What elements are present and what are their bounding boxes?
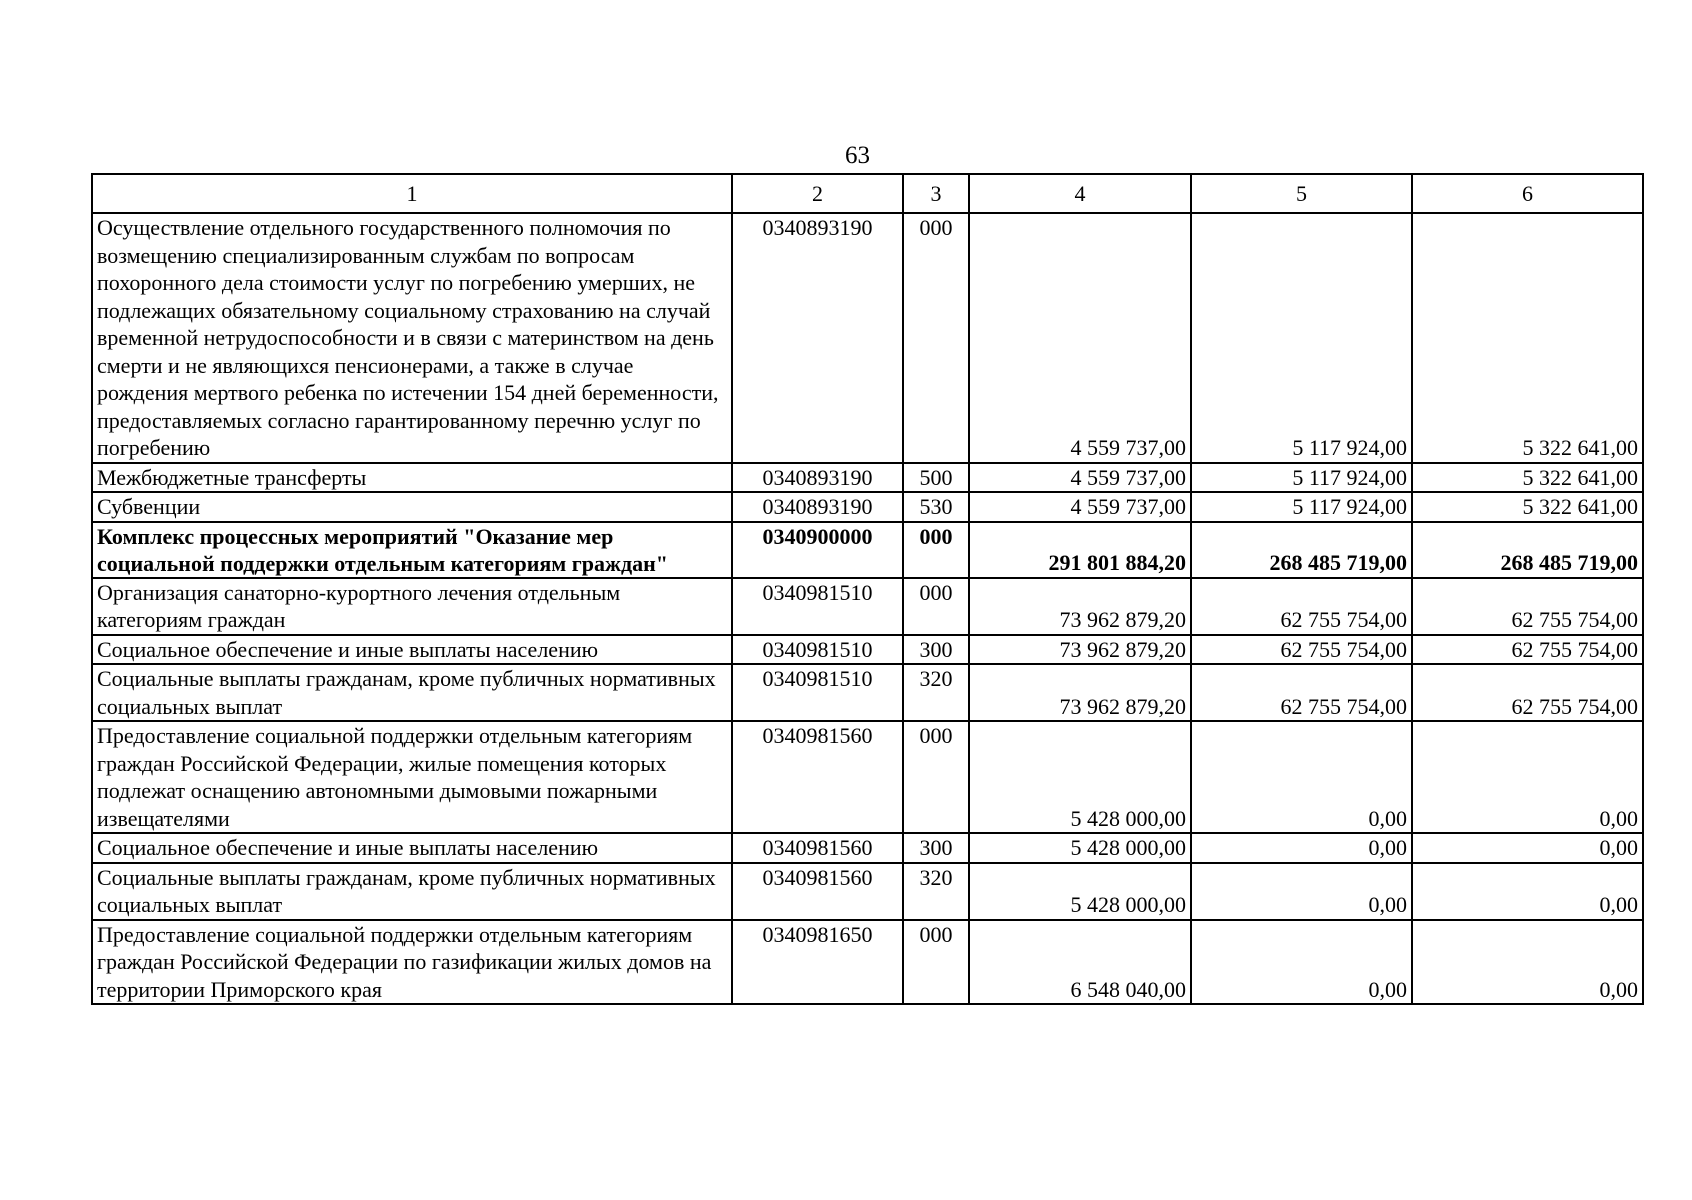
- column-header: 2: [732, 174, 903, 213]
- table-row: [92, 721, 1643, 833]
- row-amount-col4-cell: 73 962 879,20: [969, 664, 1191, 721]
- row-amount-col6-cell: 5 322 641,00: [1412, 213, 1643, 463]
- row-amount-col6-cell: 0,00: [1412, 833, 1643, 863]
- row-type-cell: 320: [903, 863, 969, 920]
- row-code-cell: 0340893190: [732, 463, 903, 493]
- row-name-cell: Предоставление социальной поддержки отдельным категориям граждан Российской Федерации по газификации жилых домов на территории Приморского края: [92, 920, 732, 1005]
- column-header: 5: [1191, 174, 1412, 213]
- column-header: 1: [92, 174, 732, 213]
- row-amount-col5-cell: 0,00: [1191, 833, 1412, 863]
- row-type-cell: 000: [903, 578, 969, 635]
- row-amount-col4-cell: 5 428 000,00: [969, 863, 1191, 920]
- row-code-cell: 0340893190: [732, 213, 903, 463]
- row-name-cell: Осуществление отдельного государственного полномочия по возмещению специализированным службам по вопросам похоронного дела стоимости услуг по погребению умерших, не подлежащих обязательному социальному страхованию на случай временной нетрудоспособности и в связи с материнством на день смерти и не являющихся пенсионерами, а также в случае рождения мертвого ребенка по истечении 154 дней беременности, предоставляемых согласно гарантированному перечню услуг по погребению: [92, 213, 732, 463]
- table-row: [92, 664, 1643, 721]
- row-amount-col6-cell: 62 755 754,00: [1412, 578, 1643, 635]
- column-header: 4: [969, 174, 1191, 213]
- row-code-cell: 0340981510: [732, 635, 903, 665]
- column-header: 3: [903, 174, 969, 213]
- row-amount-col6-cell: 268 485 719,00: [1412, 522, 1643, 578]
- row-amount-col5-cell: 5 117 924,00: [1191, 463, 1412, 493]
- row-amount-col6-cell: 5 322 641,00: [1412, 492, 1643, 522]
- row-code-cell: 0340893190: [732, 492, 903, 522]
- row-amount-col5-cell: 62 755 754,00: [1191, 578, 1412, 635]
- table-row: [92, 863, 1643, 920]
- row-code-cell: 0340981510: [732, 578, 903, 635]
- table-row: [92, 463, 1643, 493]
- row-type-cell: 000: [903, 522, 969, 578]
- row-amount-col6-cell: 5 322 641,00: [1412, 463, 1643, 493]
- row-type-cell: 300: [903, 833, 969, 863]
- row-type-cell: 000: [903, 213, 969, 463]
- row-amount-col5-cell: 0,00: [1191, 863, 1412, 920]
- row-amount-col4-cell: 73 962 879,20: [969, 578, 1191, 635]
- table-row: [92, 213, 1643, 463]
- row-amount-col4-cell: 291 801 884,20: [969, 522, 1191, 578]
- row-name-cell: Предоставление социальной поддержки отдельным категориям граждан Российской Федерации, жилые помещения которых подлежат оснащению автономными дымовыми пожарными извещателями: [92, 721, 732, 833]
- row-code-cell: 0340981650: [732, 920, 903, 1005]
- row-amount-col5-cell: 5 117 924,00: [1191, 492, 1412, 522]
- table-row: [92, 492, 1643, 522]
- row-name-cell: Комплекс процессных мероприятий "Оказание мер социальной поддержки отдельным категориям граждан": [92, 522, 732, 578]
- row-amount-col6-cell: 0,00: [1412, 721, 1643, 833]
- table-row: [92, 635, 1643, 665]
- row-amount-col4-cell: 5 428 000,00: [969, 721, 1191, 833]
- row-amount-col5-cell: 0,00: [1191, 920, 1412, 1005]
- column-header: 6: [1412, 174, 1643, 213]
- row-name-cell: Субвенции: [92, 492, 732, 522]
- row-name-cell: Организация санаторно-курортного лечения отдельным категориям граждан: [92, 578, 732, 635]
- row-amount-col4-cell: 4 559 737,00: [969, 213, 1191, 463]
- row-type-cell: 530: [903, 492, 969, 522]
- row-amount-col6-cell: 62 755 754,00: [1412, 664, 1643, 721]
- row-code-cell: 0340981510: [732, 664, 903, 721]
- row-amount-col4-cell: 5 428 000,00: [969, 833, 1191, 863]
- row-type-cell: 300: [903, 635, 969, 665]
- table-row: [92, 522, 1643, 578]
- row-type-cell: 000: [903, 920, 969, 1005]
- row-amount-col5-cell: 0,00: [1191, 721, 1412, 833]
- row-amount-col6-cell: 62 755 754,00: [1412, 635, 1643, 665]
- row-amount-col6-cell: 0,00: [1412, 920, 1643, 1005]
- row-name-cell: Социальное обеспечение и иные выплаты населению: [92, 635, 732, 665]
- row-code-cell: 0340900000: [732, 522, 903, 578]
- row-amount-col6-cell: 0,00: [1412, 863, 1643, 920]
- budget-table: [91, 173, 1644, 1005]
- row-name-cell: Межбюджетные трансферты: [92, 463, 732, 493]
- table-row: [92, 920, 1643, 1005]
- row-code-cell: 0340981560: [732, 863, 903, 920]
- row-amount-col4-cell: 4 559 737,00: [969, 463, 1191, 493]
- row-amount-col5-cell: 5 117 924,00: [1191, 213, 1412, 463]
- row-name-cell: Социальное обеспечение и иные выплаты населению: [92, 833, 732, 863]
- row-amount-col4-cell: 4 559 737,00: [969, 492, 1191, 522]
- row-type-cell: 320: [903, 664, 969, 721]
- table-row: [92, 833, 1643, 863]
- table-row: [92, 578, 1643, 635]
- row-amount-col5-cell: 268 485 719,00: [1191, 522, 1412, 578]
- row-amount-col4-cell: 73 962 879,20: [969, 635, 1191, 665]
- row-name-cell: Социальные выплаты гражданам, кроме публичных нормативных социальных выплат: [92, 664, 732, 721]
- row-amount-col4-cell: 6 548 040,00: [969, 920, 1191, 1005]
- row-name-cell: Социальные выплаты гражданам, кроме публичных нормативных социальных выплат: [92, 863, 732, 920]
- row-code-cell: 0340981560: [732, 721, 903, 833]
- row-type-cell: 500: [903, 463, 969, 493]
- page-number: 63: [845, 142, 870, 169]
- row-amount-col5-cell: 62 755 754,00: [1191, 664, 1412, 721]
- row-amount-col5-cell: 62 755 754,00: [1191, 635, 1412, 665]
- table-header-row: [92, 174, 1643, 213]
- row-type-cell: 000: [903, 721, 969, 833]
- row-code-cell: 0340981560: [732, 833, 903, 863]
